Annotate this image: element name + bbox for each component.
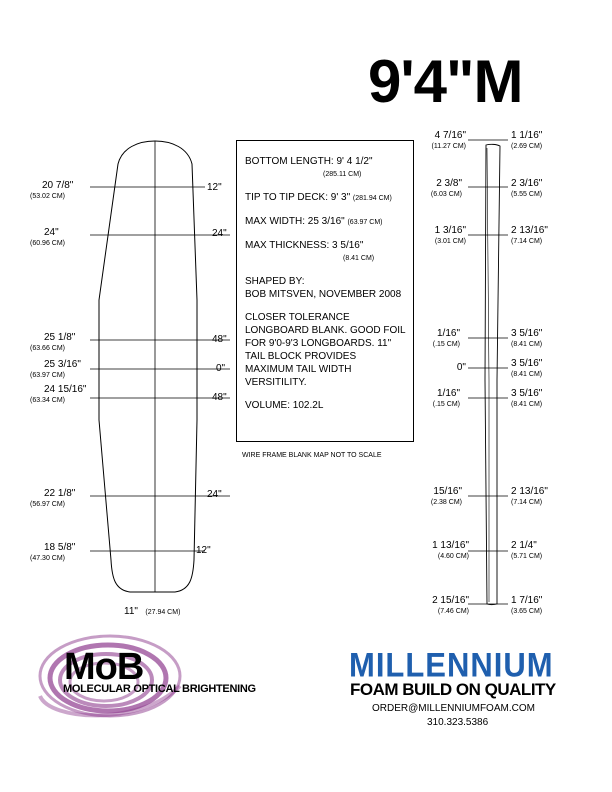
spec-box [236, 140, 414, 442]
profile-right-cm-label: (7.14 CM) [511, 499, 543, 506]
profile-right-cm-label: (3.65 CM) [511, 608, 543, 615]
spec-max-width-text: MAX WIDTH: 25 3/16" [245, 216, 345, 227]
plan-width-label: 22 1/8" [44, 488, 76, 499]
spec-shaped-by-label: SHAPED BY: [245, 276, 305, 287]
profile-right-cm-label: (7.14 CM) [511, 238, 543, 245]
spec-bottom-length-cm: (285.11 CM) [323, 171, 362, 178]
plan-width-cm-label: (47.30 CM) [30, 555, 66, 562]
profile-right-label: 2 13/16" [511, 225, 548, 236]
spec-tip-to-tip [245, 191, 407, 205]
profile-left-cm-label: (.15 CM) [432, 341, 460, 348]
station-label: 24" [207, 489, 222, 500]
profile-right-label: 2 3/16" [511, 178, 543, 189]
profile-left-label: 2 15/16" [432, 595, 469, 606]
plan-width-cm-label: (60.96 CM) [30, 240, 66, 247]
profile-right-label: 1 7/16" [511, 595, 543, 606]
profile-right-cm-label: (8.41 CM) [511, 371, 543, 378]
profile-left-label: 4 7/16" [434, 130, 466, 141]
spec-max-thickness: MAX THICKNESS: 3 5/16" [245, 240, 364, 251]
profile-view-station-lines [468, 140, 508, 604]
plan-width-label: 24 15/16" [44, 384, 87, 395]
profile-left-label: 15/16" [433, 486, 462, 497]
profile-left-label: 1/16" [436, 328, 460, 339]
profile-right-label: 3 5/16" [511, 388, 543, 399]
spec-max-width [245, 215, 407, 229]
mob-logo-subtitle: MOLECULAR OPTICAL BRIGHTENING [63, 683, 256, 695]
station-label: 12" [196, 545, 211, 556]
scale-note: WIRE FRAME BLANK MAP NOT TO SCALE [242, 452, 382, 459]
profile-left-label: 1 3/16" [434, 225, 466, 236]
spec-tip-to-tip-text: TIP TO TIP DECK: 9' 3" [245, 192, 351, 203]
profile-right-cm-label: (5.55 CM) [511, 191, 543, 198]
spec-volume: VOLUME: 102.2L [245, 400, 324, 411]
spec-max-width-cm: (63.97 CM) [347, 219, 383, 226]
profile-left-label: 0" [456, 362, 466, 373]
station-label: 12" [207, 182, 222, 193]
profile-left-label: 1/16" [436, 388, 460, 399]
profile-right-label: 3 5/16" [511, 328, 543, 339]
tail-width-label [124, 601, 180, 619]
spec-tip-to-tip-cm: (281.94 CM) [352, 195, 392, 202]
profile-right-label: 2 1/4" [511, 540, 537, 551]
plan-width-label: 25 1/8" [44, 332, 76, 343]
profile-left-cm-label: (6.03 CM) [430, 191, 462, 198]
plan-width-label: 24" [44, 227, 59, 238]
profile-right-cm-label: (2.69 CM) [511, 143, 543, 150]
profile-left-cm-label: (7.46 CM) [437, 608, 469, 615]
station-label: 0" [216, 363, 226, 374]
tail-width-cm: (27.94 CM) [145, 609, 181, 616]
station-label: 48" [212, 392, 227, 403]
plan-width-cm-label: (63.97 CM) [30, 372, 66, 379]
plan-width-cm-label: (63.34 CM) [30, 397, 66, 404]
plan-view-outline [99, 141, 197, 592]
profile-right-label: 2 13/16" [511, 486, 548, 497]
spec-bottom-length: BOTTOM LENGTH: 9' 4 1/2" [245, 156, 373, 167]
plan-width-cm-label: (53.02 CM) [30, 193, 66, 200]
station-label: 48" [212, 334, 227, 345]
plan-width-cm-label: (63.66 CM) [30, 345, 66, 352]
profile-left-label: 2 3/8" [436, 178, 462, 189]
spec-shaped-by: BOB MITSVEN, NOVEMBER 2008 [245, 289, 402, 300]
contact-phone: 310.323.5386 [427, 717, 489, 728]
profile-view-deck-line [487, 148, 489, 602]
millennium-logo: MILLENNIUM [349, 645, 554, 685]
profile-right-cm-label: (8.41 CM) [511, 401, 543, 408]
plan-width-label: 25 3/16" [44, 359, 81, 370]
plan-width-cm-label: (56.97 CM) [30, 501, 66, 508]
spec-max-thickness-cm: (8.41 CM) [343, 255, 375, 262]
station-label: 24" [212, 228, 227, 239]
profile-left-cm-label: (11.27 CM) [431, 143, 466, 150]
tail-width-main: 11" [124, 606, 138, 617]
profile-right-label: 3 5/16" [511, 358, 543, 369]
profile-right-label: 1 1/16" [511, 130, 543, 141]
profile-left-cm-label: (.15 CM) [432, 401, 460, 408]
plan-width-label: 18 5/8" [44, 542, 76, 553]
profile-left-cm-label: (3.01 CM) [434, 238, 466, 245]
profile-left-label: 1 13/16" [432, 540, 469, 551]
mob-logo-text: MoB [64, 646, 144, 688]
model-title: 9'4"M [368, 48, 523, 115]
contact-email[interactable]: ORDER@MILLENNIUMFOAM.COM [372, 703, 535, 714]
profile-right-cm-label: (5.71 CM) [511, 553, 543, 560]
plan-width-label: 20 7/8" [42, 180, 74, 191]
spec-description: CLOSER TOLERANCE LONGBOARD BLANK. GOOD FOIL FOR 9'0-9'3 LONGBOARDS. 11" TAIL BLOCK PROVIDES MAXIMUM TAIL WIDTH VERSITILITY. [245, 312, 406, 388]
profile-left-cm-label: (4.60 CM) [437, 553, 469, 560]
millennium-tagline: FOAM BUILD ON QUALITY [350, 680, 556, 699]
profile-right-cm-label: (8.41 CM) [511, 341, 543, 348]
profile-view-outline [485, 144, 500, 604]
profile-left-cm-label: (2.38 CM) [430, 499, 462, 506]
